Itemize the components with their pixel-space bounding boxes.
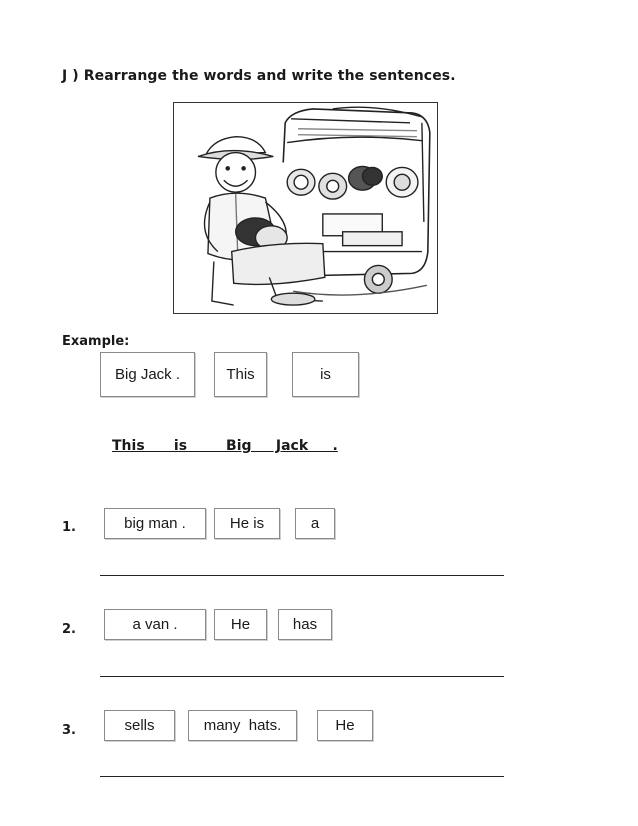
word-card[interactable]: He (214, 609, 267, 640)
word-card[interactable]: a van . (104, 609, 206, 640)
answer-line[interactable] (100, 776, 504, 777)
word-card[interactable]: a (295, 508, 335, 539)
question-number: 1. (62, 520, 76, 535)
example-word-card[interactable]: Big Jack . (100, 352, 195, 397)
word-card[interactable]: sells (104, 710, 175, 741)
question-number: 2. (62, 622, 76, 637)
answer-line[interactable] (100, 575, 504, 576)
answer-line[interactable] (100, 676, 504, 677)
exercise-title: J ) Rearrange the words and write the sentences. (62, 68, 456, 84)
man-with-van-icon (174, 103, 437, 313)
example-word-card[interactable]: is (292, 352, 359, 397)
question-number: 3. (62, 723, 76, 738)
word-card[interactable]: many hats. (188, 710, 297, 741)
word-card[interactable]: big man . (104, 508, 206, 539)
word-card[interactable]: He is (214, 508, 280, 539)
word-card[interactable]: has (278, 609, 332, 640)
illustration-image (173, 102, 438, 314)
word-card[interactable]: He (317, 710, 373, 741)
example-word-card[interactable]: This (214, 352, 267, 397)
example-label: Example: (62, 334, 130, 349)
example-answer-sentence: This is Big Jack . (112, 438, 338, 454)
